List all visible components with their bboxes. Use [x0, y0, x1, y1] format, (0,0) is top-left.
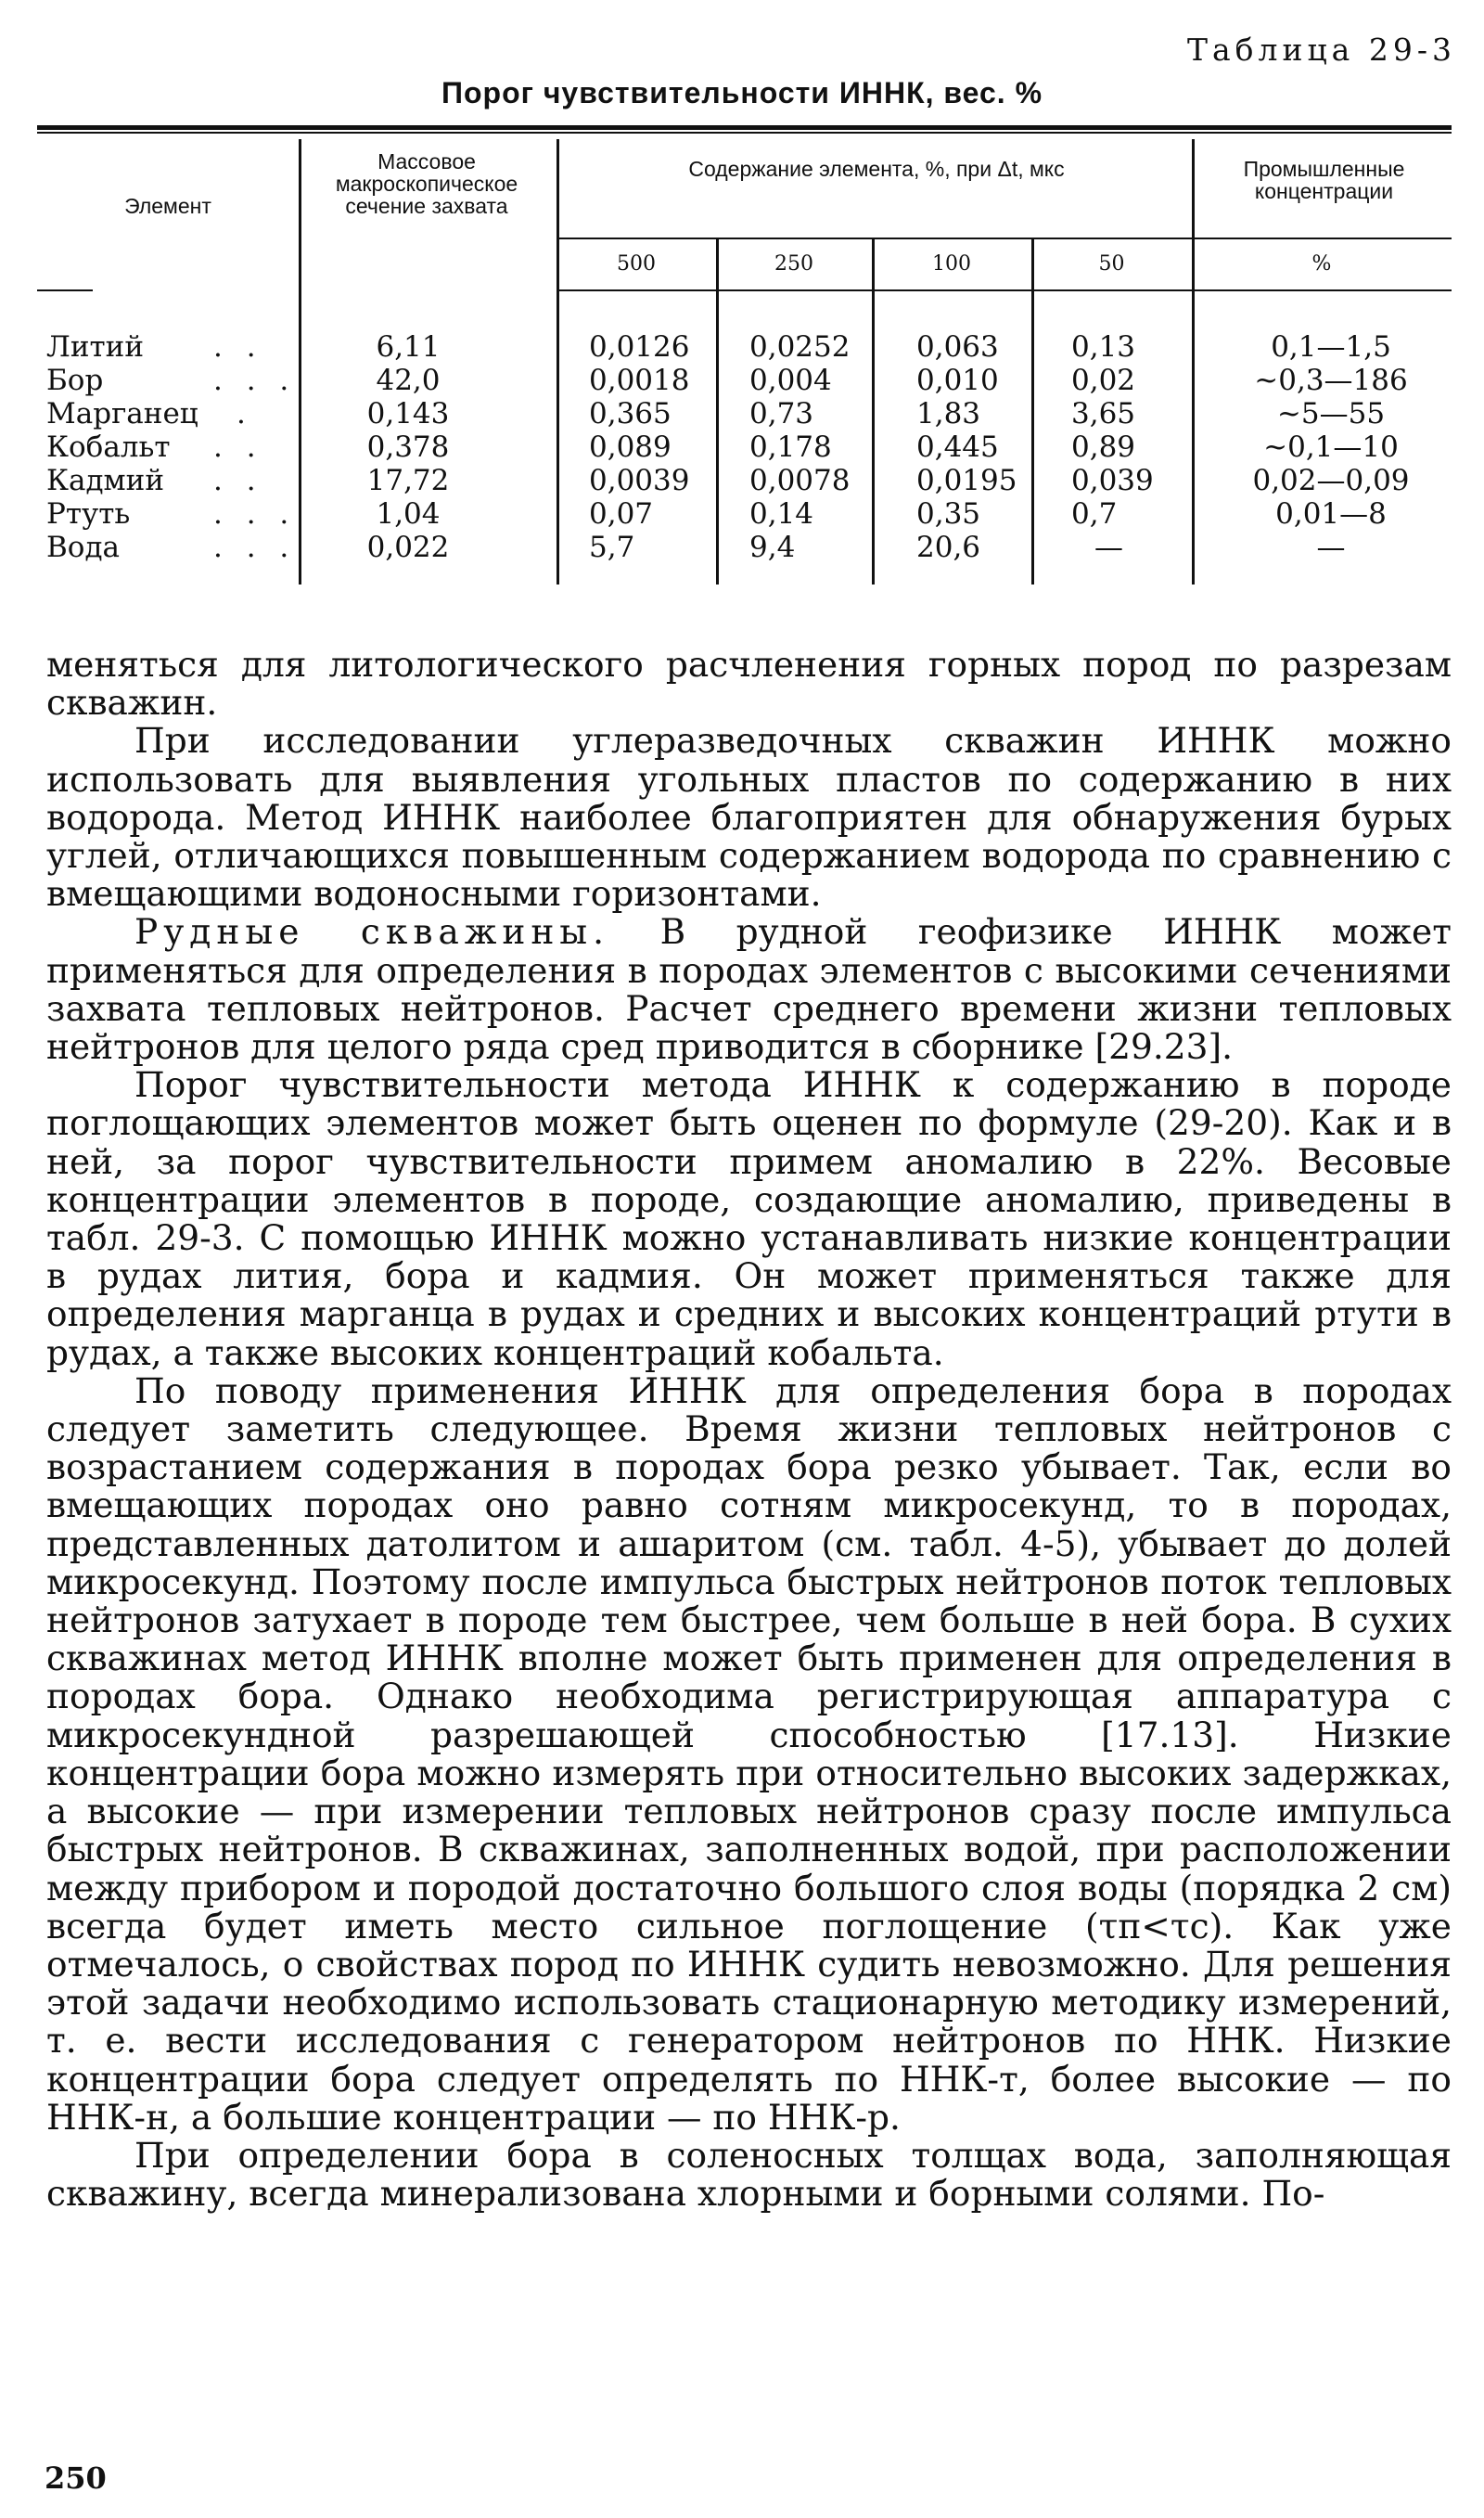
paragraph: меняться для литологического расчленения горных пород по разрезам скважин. [46, 644, 1452, 724]
header-industrial: Промышленные концентрации [1243, 157, 1405, 203]
cell-50: 0,89 [1071, 430, 1136, 464]
header-element: Элемент [124, 194, 211, 218]
subheader-rule [556, 238, 1452, 239]
cell-cross-section: 1,04 [376, 497, 441, 531]
cell-100: 0,010 [916, 364, 999, 397]
table-title: Порог чувствительности ИННК, вес. % [441, 76, 1043, 109]
cell-100: 1,83 [916, 397, 981, 430]
page-number: 250 [45, 2460, 107, 2496]
cell-250: 0,004 [749, 364, 832, 397]
cell-industrial: ~5—55 [1276, 397, 1386, 430]
cell-industrial: ~0,1—10 [1263, 430, 1399, 464]
table-label: Таблица 29-3 [1186, 32, 1456, 68]
cell-100: 0,063 [916, 330, 999, 364]
paragraph: По поводу применения ИННК для определения бора в породах следует заметить следующее. Время жизни тепловых нейтронов с возрастанием содержания в породах бора резко убывает. Так, если во вмещающих породах оно равно сотням микросекунд, то в породах, представленных датолитом и ашаритом (см. табл. 4-5), убывает до долей микросекунд. Поэтому после импульса быстрых нейтронов поток тепловых нейтронов затухает в породе тем быстрее, чем больше в ней бора. В сухих скважинах метод ИННК вполне может быть применен для определения в породах бора. Однако необходима регистрирующая аппаратура с микросекундной разрешающей способностью [17.13]. Низкие концентрации бора можно измерять при относительно высоких задержках, а высокие — при измерении тепловых нейтронов сразу после импульса быстрых нейтронов. В скважинах, заполненных водой, при расположении между прибором и породой достаточно большого слоя воды (порядка 2 см) всегда будет иметь место сильное поглощение (τп<τс). Как уже отмечалось, о свойствах пород по ИННК судить невозможно. Для решения этой задачи необходимо использовать стационарную методику измерений, т. е. вести исследования с генератором нейтронов по ННК. Низкие концентрации бора следует определять по ННК-т, более высокие — по ННК-н, а большие концентрации — по ННК-р. [46, 1369, 1452, 2138]
cell-500: 0,0126 [589, 330, 690, 364]
cell-500: 0,0039 [589, 464, 690, 497]
subheader-250: 250 [774, 252, 813, 276]
cell-element: Ртуть . . . [46, 497, 297, 531]
cell-250: 0,178 [749, 430, 832, 464]
cell-500: 0,365 [589, 397, 672, 430]
paragraph: При исследовании углеразведочных скважин ИННК можно использовать для выявления угольных пластов по содержанию в них водорода. Метод ИННК наиболее благоприятен для обнаружения бурых углей, отличающихся повышенным содержанием водорода по сравнению с вмещающими водоносными горизонтами. [46, 720, 1452, 915]
cell-industrial: — [1316, 531, 1346, 564]
header-content: Содержание элемента, %, при Δt, мкс [688, 157, 1065, 181]
table-row [0, 497, 1484, 531]
cell-100: 20,6 [916, 531, 981, 564]
cell-50: 0,13 [1071, 330, 1136, 364]
cell-250: 0,0252 [749, 330, 851, 364]
body-text [46, 646, 1452, 2213]
table-top-rule-thin [37, 132, 1452, 134]
table-row [0, 397, 1484, 430]
cell-element: Вода . . . [46, 531, 297, 564]
cell-element: Марганец . [46, 397, 253, 430]
paragraph: Рудные скважины. В рудной геофизике ИННК может применяться для определения в породах элементов с высокими сечениями захвата тепловых нейтронов. Расчет среднего времени жизни тепловых нейтронов для целого ряда сред приводится в сборнике [29.23]. [46, 911, 1452, 1068]
table-row [0, 464, 1484, 497]
cell-250: 0,14 [749, 497, 814, 531]
cell-50: 0,02 [1071, 364, 1136, 397]
header-bottom-rule [556, 289, 1452, 291]
table-top-rule [37, 125, 1452, 130]
cell-100: 0,445 [916, 430, 999, 464]
cell-industrial: 0,02—0,09 [1252, 464, 1410, 497]
cell-industrial: 0,1—1,5 [1271, 330, 1391, 364]
paragraph: Порог чувствительности метода ИННК к содержанию в породе поглощающих элементов может быть оценен по формуле (29-20). Как и в ней, за порог чувствительности примем аномалию в 22%. Весовые концентрации элементов в породе, создающие аномалию, приведены в табл. 29-3. С помощью ИННК можно устанавливать низкие концентрации в рудах лития, бора и кадмия. Он может применяться также для определения марганца в рудах и средних и высоких концентраций ртути в рудах, а также высоких концентраций кобальта. [46, 1064, 1452, 1373]
cell-250: 0,0078 [749, 464, 851, 497]
table-row [0, 364, 1484, 397]
cell-industrial: ~0,3—186 [1254, 364, 1408, 397]
table-row [0, 430, 1484, 464]
cell-cross-section: 0,143 [366, 397, 450, 430]
subheader-100: 100 [932, 252, 971, 276]
cell-50: 0,039 [1071, 464, 1154, 497]
subheader-50: 50 [1098, 252, 1125, 276]
subheader-500: 500 [617, 252, 656, 276]
cell-element: Кобальт . . [46, 430, 263, 464]
subheader-percent: % [1311, 252, 1332, 276]
cell-cross-section: 0,378 [366, 430, 450, 464]
cell-250: 0,73 [749, 397, 814, 430]
cell-cross-section: 6,11 [376, 330, 441, 364]
header-bottom-rule [37, 289, 93, 291]
section-lead: Рудные скважины. [134, 911, 610, 953]
cell-500: 5,7 [589, 531, 635, 564]
cell-50: 3,65 [1071, 397, 1136, 430]
cell-250: 9,4 [749, 531, 796, 564]
cell-industrial: 0,01—8 [1275, 497, 1387, 531]
cell-50: — [1094, 531, 1123, 564]
header-cross-section: Массовое макроскопическое сечение захвата [335, 149, 518, 218]
cell-element: Бор . . . [46, 364, 297, 397]
cell-100: 0,35 [916, 497, 981, 531]
cell-cross-section: 42,0 [376, 364, 441, 397]
table-row [0, 531, 1484, 564]
cell-500: 0,07 [589, 497, 654, 531]
cell-cross-section: 0,022 [366, 531, 450, 564]
paragraph: При определении бора в соленосных толщах вода, заполняющая скважину, всегда минерализована хлорными и борными солями. По- [46, 2134, 1452, 2215]
cell-100: 0,0195 [916, 464, 1017, 497]
cell-500: 0,089 [589, 430, 672, 464]
cell-500: 0,0018 [589, 364, 690, 397]
cell-element: Литий . . [46, 330, 263, 364]
cell-cross-section: 17,72 [366, 464, 450, 497]
table-row [0, 330, 1484, 364]
cell-50: 0,7 [1071, 497, 1118, 531]
cell-element: Кадмий . . [46, 464, 263, 497]
